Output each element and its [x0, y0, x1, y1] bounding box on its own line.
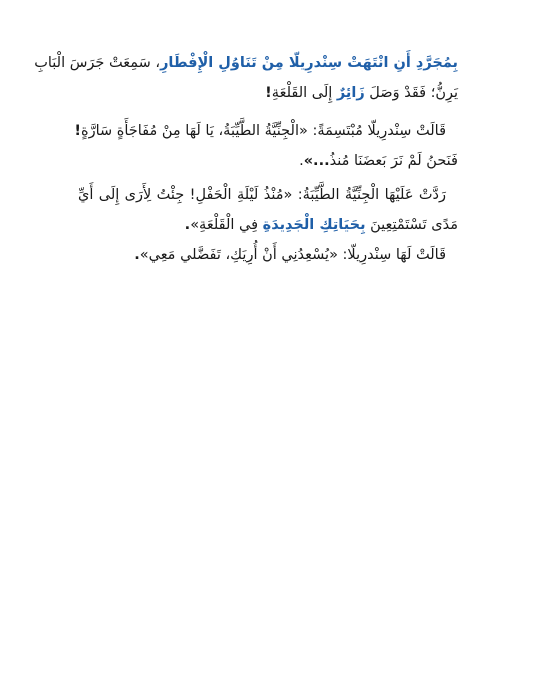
- text-run: رَدَّتْ عَلَيْهَا الْجِنِّيَّةُ الطَّيِّبَةُ: «مُنْذُ لَيْلَةِ الْحَفْلِ! جِئْتُ لِأَرَى إِلَى أَيِّ: [78, 187, 446, 203]
- text-run: زَائِرٌ: [336, 85, 365, 101]
- story-page: [34, 48, 458, 270]
- text-run: بِحَيَاتِكِ الْجَدِيدَةِ: [262, 217, 366, 233]
- paragraph: [78, 240, 458, 270]
- text-run: بِمُجَرَّدِ أَنِ انْتَهَتْ سِنْدرِيلّا مِنْ تَنَاوُلِ الْإِفْطَارِ: [160, 55, 458, 71]
- text-line: [78, 146, 458, 176]
- text-run: .: [299, 153, 304, 169]
- text-run: .: [184, 217, 191, 233]
- paragraph: [74, 116, 458, 176]
- text-line: [34, 48, 458, 78]
- text-line: [78, 78, 458, 108]
- text-line: [78, 180, 458, 210]
- text-line: [78, 240, 458, 270]
- text-run: إِلَى القَلْعَةِ: [271, 85, 337, 101]
- text-run: ...»: [303, 153, 330, 169]
- paragraph: [34, 48, 458, 108]
- text-run: فِي الْقَلْعَةِ»: [190, 217, 263, 233]
- paragraph: [78, 180, 458, 240]
- text-run: قَالَتْ سِنْدرِيلّا مُبْتَسِمَةً: «الْجِنِّيَّةُ الطَّيِّبَةُ، يَا لَهَا مِنْ مُفَاجَأَةٍ سَارَّةٍ: [81, 123, 446, 139]
- text-run: يَرِنُّ؛ فَقَدْ وَصَلَ: [364, 85, 458, 101]
- text-run: ، سَمِعَتْ جَرَسَ الْبَابِ: [34, 55, 161, 71]
- text-run: .: [134, 247, 140, 263]
- text-line: [74, 116, 458, 146]
- text-run: !: [74, 123, 81, 139]
- text-run: فَنَحنُ لَمْ نَرَ بَعضَنَا مُنذُ: [329, 153, 458, 169]
- text-line: [78, 210, 458, 240]
- text-run: !: [265, 85, 272, 101]
- text-run: قَالَتْ لَهَا سِنْدرِيلّا: «يُسْعِدُنِي أَنْ أُرِيَكِ، تَفَضَّلي مَعِي»: [139, 247, 446, 263]
- text-run: مَدًى تَسْتَمْتِعِينَ: [365, 217, 458, 233]
